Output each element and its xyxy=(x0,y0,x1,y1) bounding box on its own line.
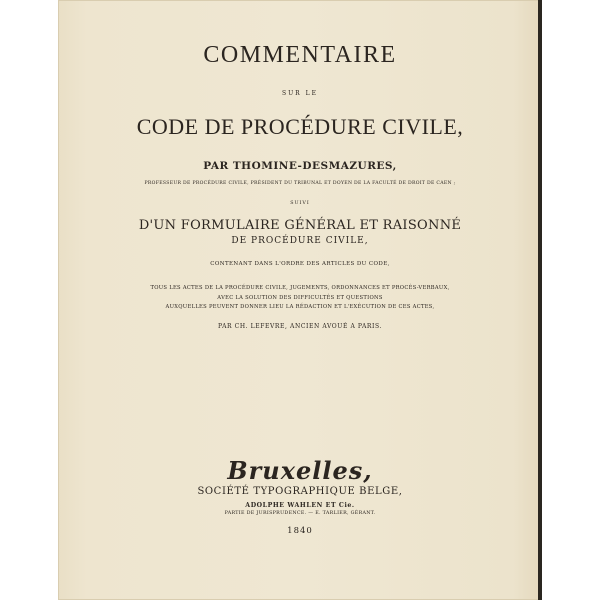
author-line: PAR THOMINE-DESMAZURES, xyxy=(203,160,397,172)
description-line-1: TOUS LES ACTES DE LA PROCÉDURE CIVILE, JUGEMENTS, ORDONNANCES ET PROCÈS-VERBAUX, xyxy=(150,285,450,291)
imprint-publisher: ADOLPHE WAHLEN ET Cie. xyxy=(245,502,355,509)
description-line-2: AVEC LA SOLUTION DES DIFFICULTÉS ET QUESTIONS xyxy=(217,295,383,301)
imprint-societe: SOCIÉTÉ TYPOGRAPHIQUE BELGE, xyxy=(197,486,403,497)
code-title: CODE DE PROCÉDURE CIVILE, xyxy=(136,114,464,139)
suivi-text: SUIVI xyxy=(290,201,310,206)
description-line-3: AUXQUELLES PEUVENT DONNER LIEU LA RÉDACTION ET L'EXÉCUTION DE CES ACTES, xyxy=(165,304,435,310)
sur-le-text: SUR LE xyxy=(282,90,318,97)
author-description: PROFESSEUR DE PROCÉDURE CIVILE, PRÉSIDENT DU TRIBUNAL ET DOYEN DE LA FACULTÉ DE DROIT DE CAEN ; xyxy=(144,181,456,186)
contenant-line: CONTENANT DANS L'ORDRE DES ARTICLES DU CODE, xyxy=(210,261,390,267)
imprint-city: Bruxelles, xyxy=(227,456,373,485)
imprint-jurisprudence: PARTIE DE JURISPRUDENCE. — E. TARLIER, GÉRANT. xyxy=(224,511,376,516)
book-spine-edge xyxy=(538,0,542,600)
book-page xyxy=(58,0,542,600)
book-title: COMMENTAIRE xyxy=(203,42,397,68)
editor-line: PAR CH. LEFEVRE, ANCIEN AVOUÉ A PARIS. xyxy=(218,323,382,330)
procedure-subtitle: DE PROCÉDURE CIVILE, xyxy=(231,236,369,246)
formulaire-title: D'UN FORMULAIRE GÉNÉRAL ET RAISONNÉ xyxy=(138,218,462,233)
imprint-year: 1840 xyxy=(287,526,313,536)
